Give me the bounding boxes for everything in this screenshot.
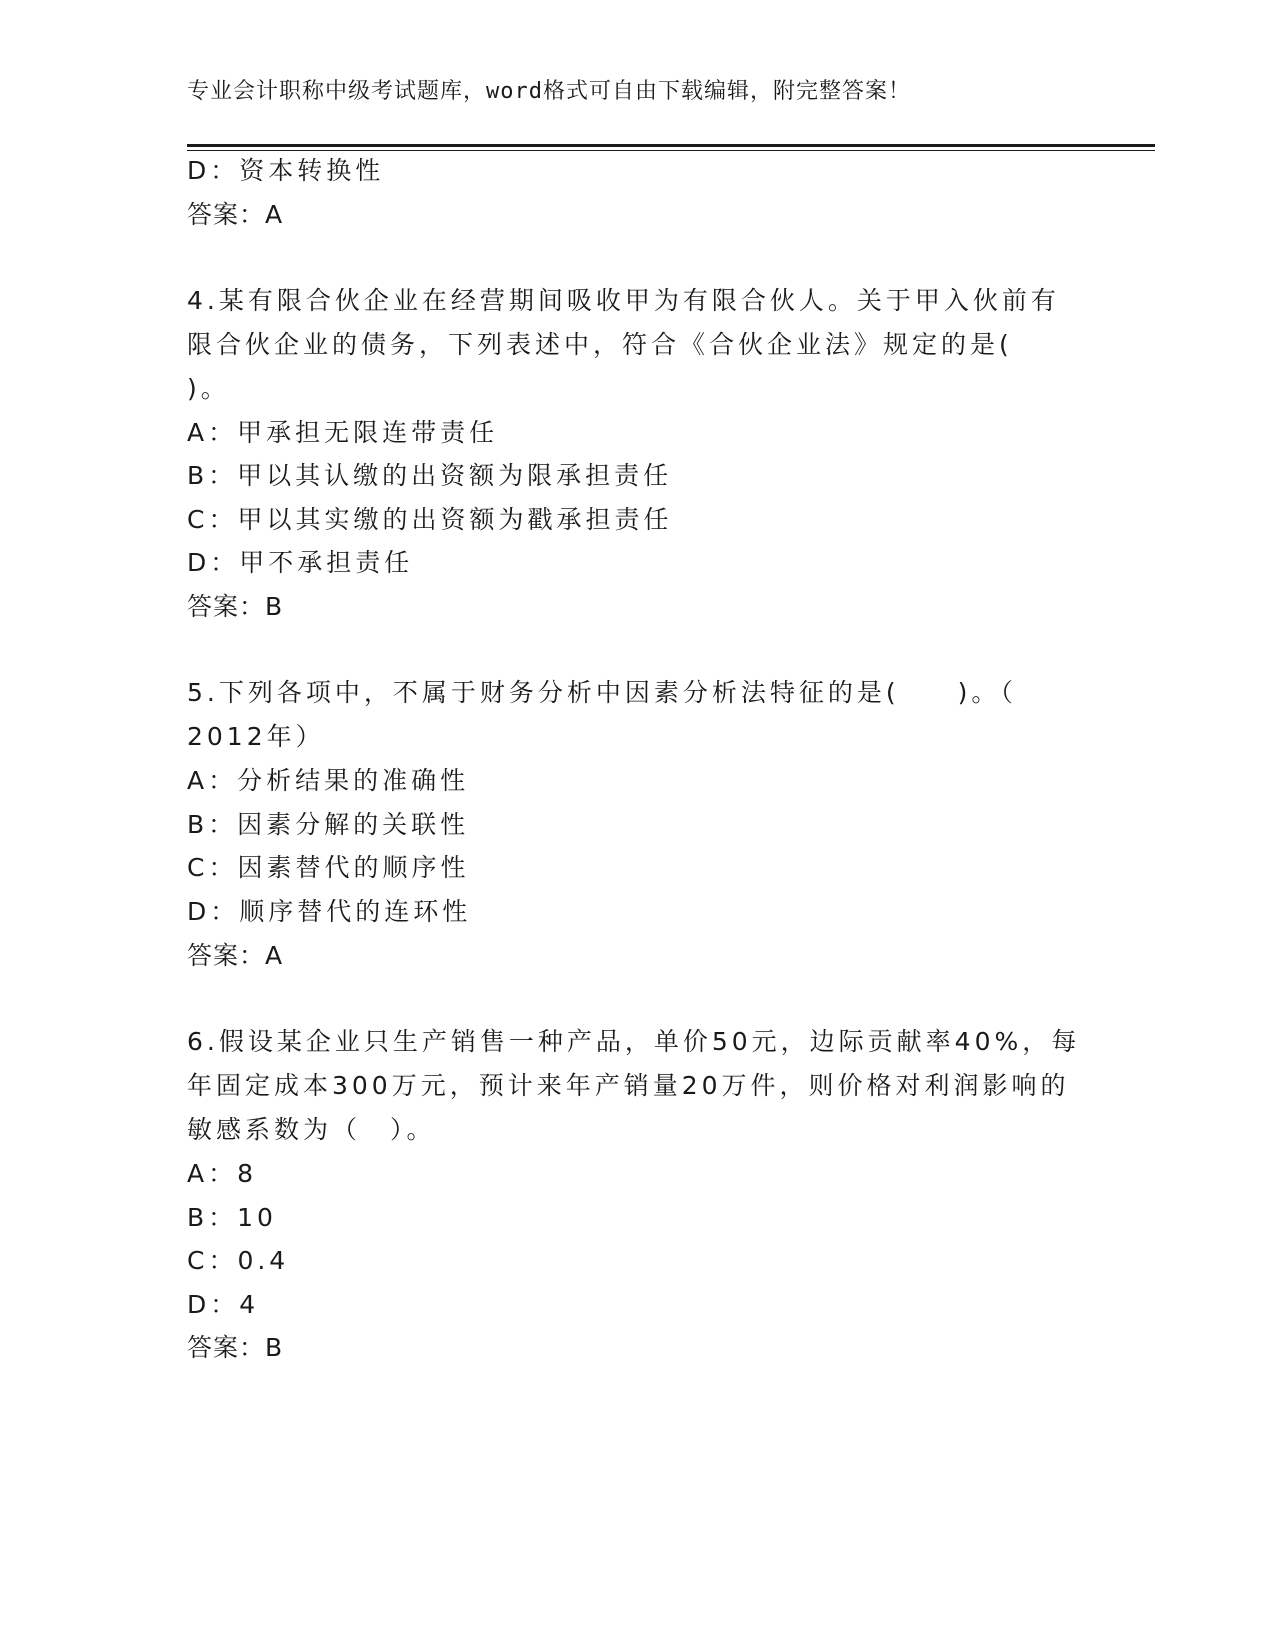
question-stem-line: 年固定成本300万元，预计来年产销量20万件，则价格对利润影响的 bbox=[187, 1071, 1070, 1100]
header-rule-thick bbox=[187, 144, 1155, 147]
question-stem-line: 限合伙企业的债务，下列表述中，符合《合伙企业法》规定的是( bbox=[187, 330, 1013, 359]
option-a: A：甲承担无限连带责任 bbox=[187, 418, 499, 447]
option-b: B：甲以其认缴的出资额为限承担责任 bbox=[187, 461, 673, 490]
question-stem-line: )。 bbox=[187, 374, 230, 403]
answer: 答案：B bbox=[187, 1333, 284, 1362]
question-stem-line: 6.假设某企业只生产销售一种产品，单价50元，边际贡献率40%，每 bbox=[187, 1027, 1081, 1056]
option-c: C：0.4 bbox=[187, 1246, 290, 1275]
option-a: A：分析结果的准确性 bbox=[187, 766, 470, 795]
question-stem-line: 4.某有限合伙企业在经营期间吸收甲为有限合伙人。关于甲入伙前有 bbox=[187, 286, 1060, 315]
question-stem-line: 敏感系数为（ ）。 bbox=[187, 1115, 436, 1144]
header-rule-thin bbox=[187, 150, 1155, 151]
option-a: A：8 bbox=[187, 1159, 258, 1188]
option-c: C：因素替代的顺序性 bbox=[187, 853, 470, 882]
option-c: C：甲以其实缴的出资额为戳承担责任 bbox=[187, 505, 673, 534]
option-d: D：资本转换性 bbox=[187, 156, 385, 185]
answer: 答案：A bbox=[187, 200, 284, 229]
option-d: D：甲不承担责任 bbox=[187, 548, 414, 577]
page-header: 专业会计职称中级考试题库，word格式可自由下载编辑，附完整答案！ bbox=[187, 79, 911, 104]
answer: 答案：B bbox=[187, 592, 284, 621]
option-b: B：因素分解的关联性 bbox=[187, 810, 470, 839]
answer: 答案：A bbox=[187, 941, 284, 970]
option-d: D：4 bbox=[187, 1290, 260, 1319]
question-stem-line: 2012年） bbox=[187, 722, 325, 751]
option-b: B：10 bbox=[187, 1203, 277, 1232]
question-stem-line: 5.下列各项中，不属于财务分析中因素分析法特征的是( )。（ bbox=[187, 678, 1017, 707]
option-d: D：顺序替代的连环性 bbox=[187, 897, 472, 926]
